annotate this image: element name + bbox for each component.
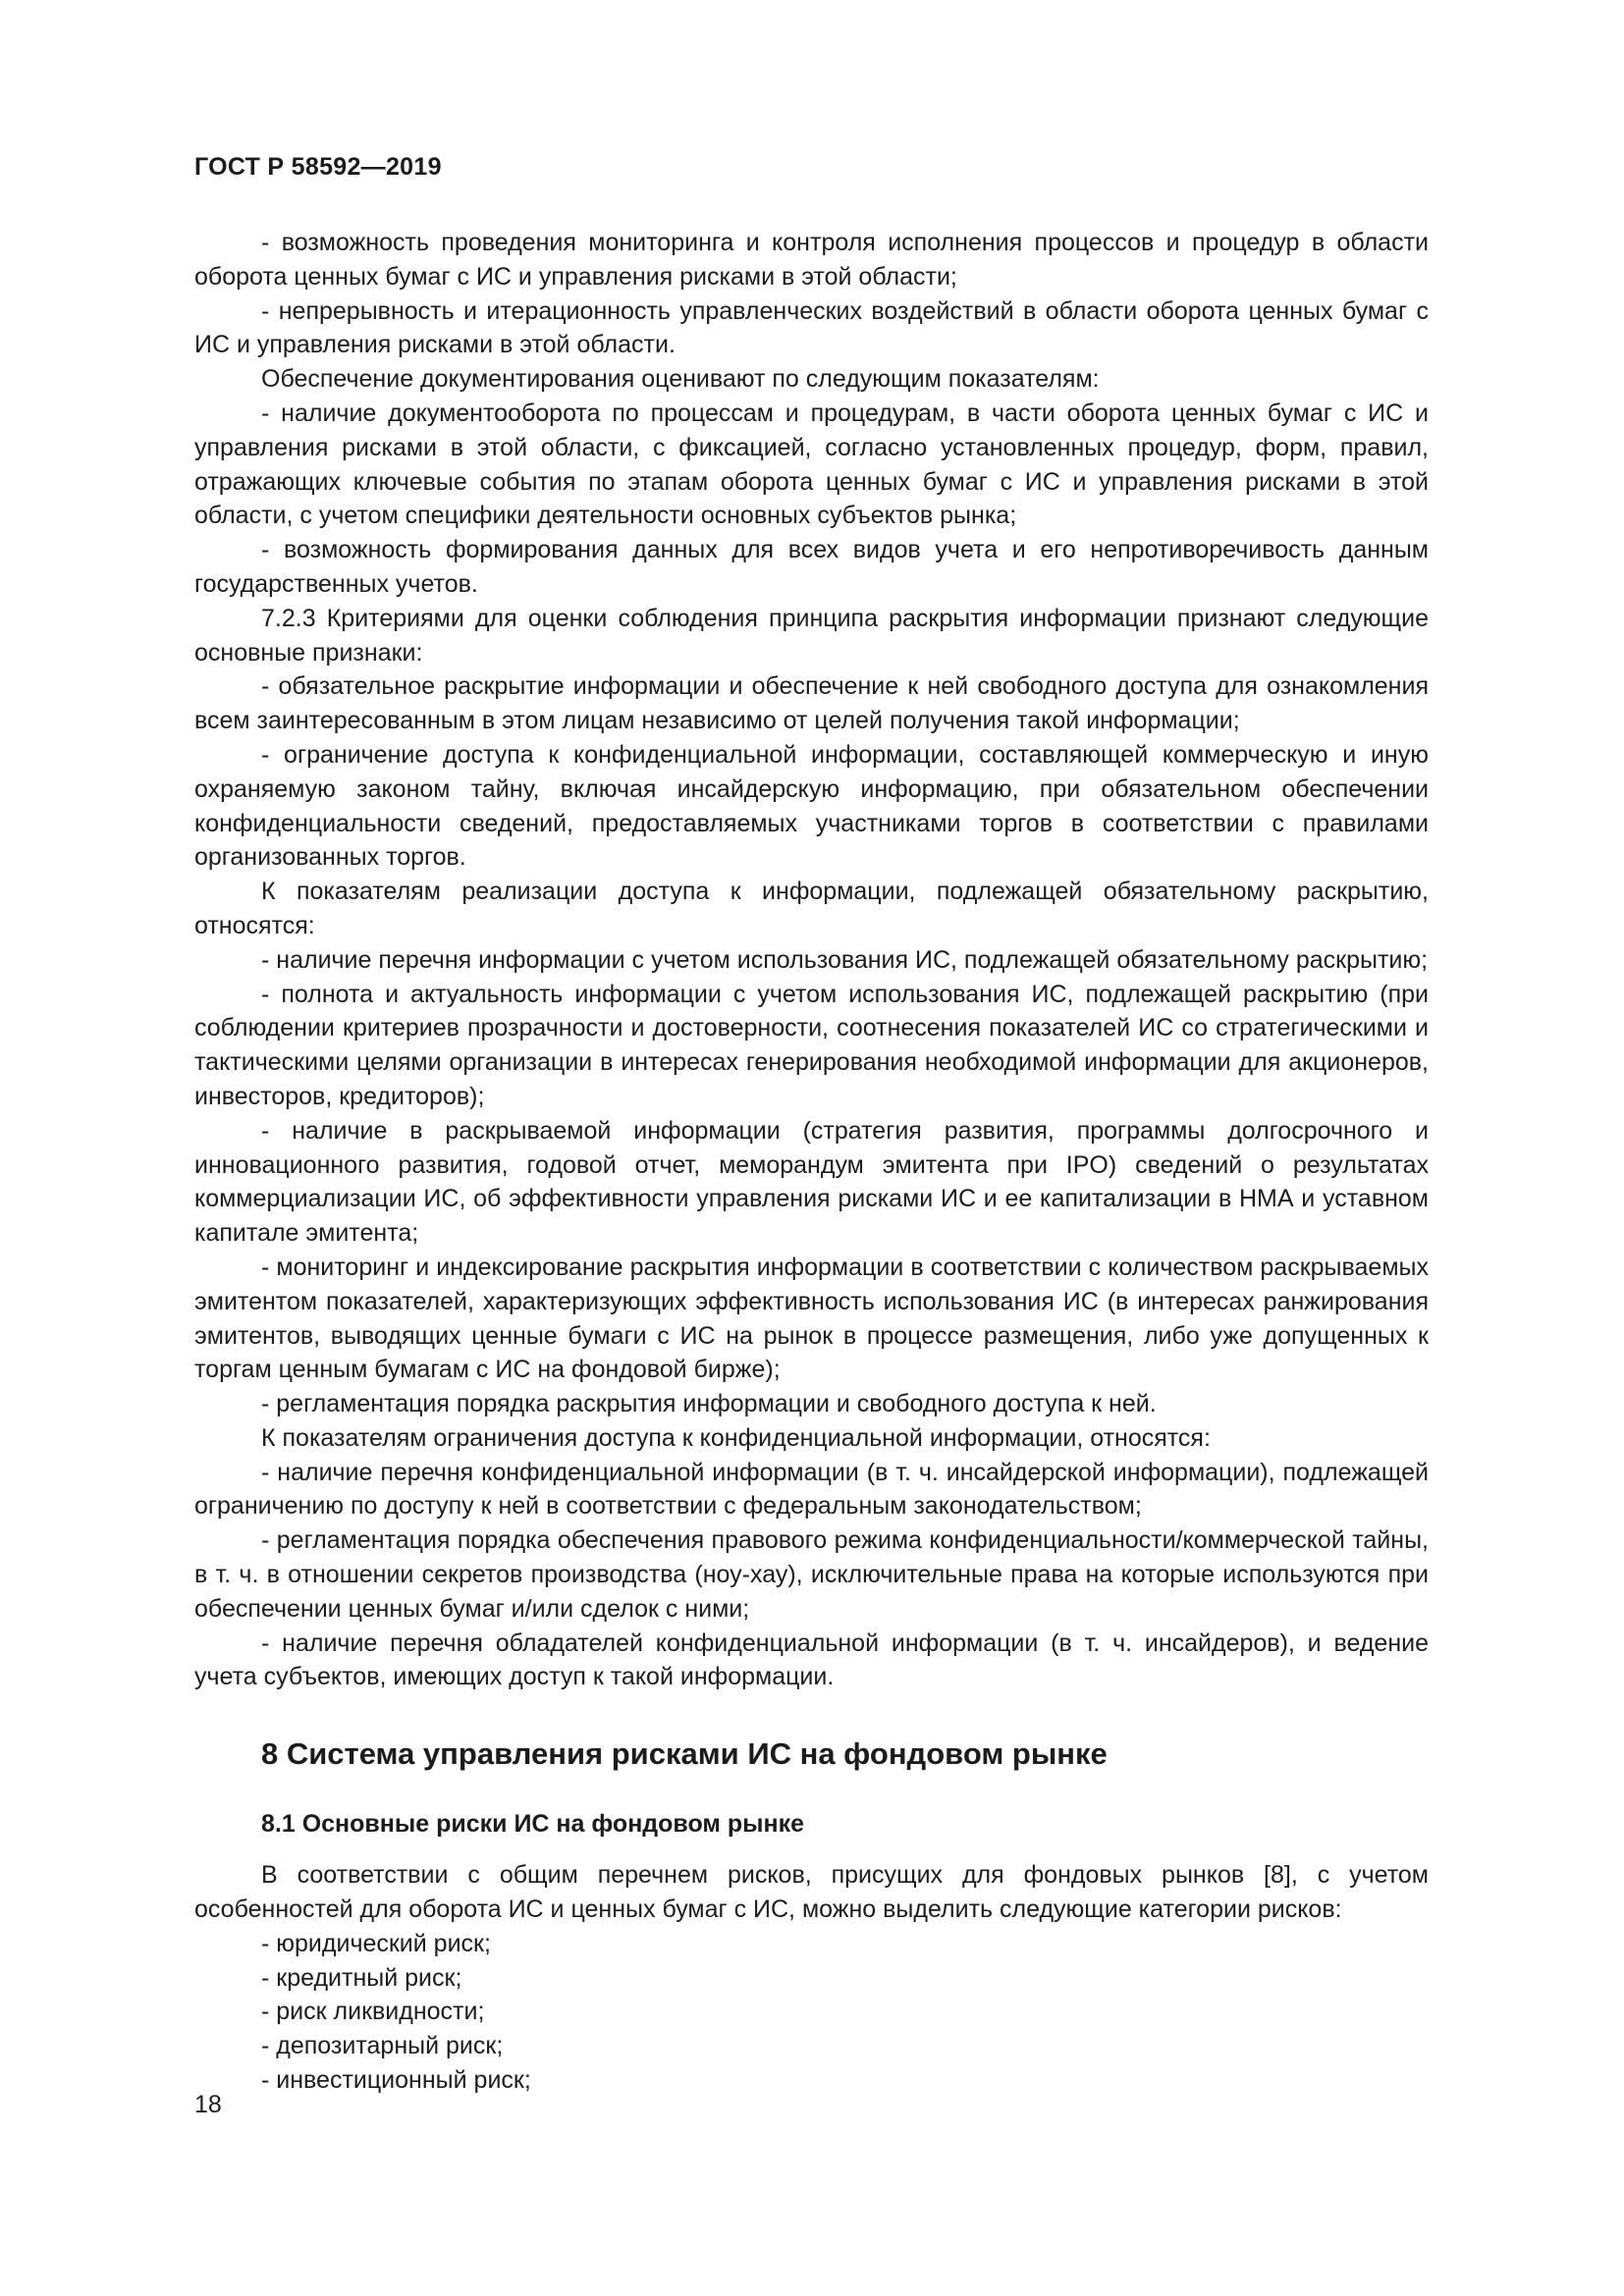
paragraph: - возможность формирования данных для всех видов учета и его непротиворечивость данным государственных учетов. <box>194 536 1429 598</box>
paragraph: - полнота и актуальность информации с учетом использования ИС, подлежащей раскрытию (при соблюдении критериев прозрачности и достоверности, соотнесения показателей ИС со стратегическими и тактическими целями организации в интересах генерирования необходимой информации для акционеров, инвесторов, кредиторов); <box>194 980 1429 1110</box>
paragraph: - регламентация порядка обеспечения правового режима конфиденциальности/коммерческой тайны, в т. ч. в отношении секретов производства (ноу-хау), исключительные права на которые используются при обеспечении ценных бумаг и/или сделок с ними; <box>194 1526 1429 1623</box>
paragraph: 7.2.3 Критериями для оценки соблюдения принципа раскрытия информации признают следующие основные признаки: <box>194 604 1429 667</box>
subsection-heading: 8.1 Основные риски ИС на фондовом рынке <box>261 1810 804 1839</box>
list-item: - юридический риск; <box>261 1929 491 1957</box>
paragraph: Обеспечение документирования оценивают по следующим показателям: <box>261 365 1100 394</box>
paragraph: - регламентация порядка раскрытия информации и свободного доступа к ней. <box>261 1390 1157 1418</box>
list-item: - кредитный риск; <box>261 1963 462 1992</box>
paragraph: - непрерывность и итерационность управленческих воздействий в области оборота ценных бумаг с ИС и управления рисками в этой области. <box>194 296 1429 359</box>
document-body <box>194 226 1429 2098</box>
paragraph: - обязательное раскрытие информации и обеспечение к ней свободного доступа для ознакомления всем заинтересованным в этом лицам независимо от целей получения такой информации; <box>194 672 1429 735</box>
section-heading: 8 Система управления рисками ИС на фондовом рынке <box>261 1736 1108 1772</box>
paragraph: К показателям реализации доступа к информации, подлежащей обязательному раскрытию, относятся: <box>194 878 1429 939</box>
paragraph: В соответствии с общим перечнем рисков, присущих для фондовых рынков [8], с учетом особенностей для оборота ИС и ценных бумаг с ИС, можно выделить следующие категории рисков: <box>194 1861 1429 1924</box>
list-item: - депозитарный риск; <box>261 2032 504 2060</box>
paragraph: К показателям ограничения доступа к конфиденциальной информации, относятся: <box>261 1423 1211 1452</box>
paragraph: - наличие в раскрываемой информации (стратегия развития, программы долгосрочного и инновационного развития, годовой отчет, меморандум эмитента при IPO) сведений о результатах коммерциализации ИС, об эффективности управления рисками ИС и ее капитализации в НМА и уставном капитале эмитента; <box>194 1116 1429 1248</box>
list-item: - риск ликвидности; <box>261 1998 485 2026</box>
paragraph: - возможность проведения мониторинга и контроля исполнения процессов и процедур в области оборота ценных бумаг с ИС и управления рисками в этой области; <box>194 229 1429 291</box>
paragraph: - наличие перечня обладателей конфиденциальной информации (в т. ч. инсайдеров), и ведение учета субъектов, имеющих доступ к такой информации. <box>194 1629 1429 1691</box>
paragraph: - наличие документооборота по процессам и процедурам, в части оборота ценных бумаг с ИС и управления рисками в этой области, с фиксацией, согласно установленных процедур, форм, правил, отражающих ключевые события по этапам оборота ценных бумаг с ИС и управления рисками в этой области, с учетом специфики деятельности основных субъектов рынка; <box>194 399 1429 530</box>
page-number: 18 <box>194 2091 222 2118</box>
paragraph: - ограничение доступа к конфиденциальной информации, составляющей коммерческую и иную охраняемую законом тайну, включая инсайдерскую информацию, при обязательном обеспечении конфиденциальности сведений, предоставляемых участниками торгов в соответствии с правилами организованных торгов. <box>194 740 1429 872</box>
paragraph: - мониторинг и индексирование раскрытия информации в соответствии с количеством раскрываемых эмитентом показателей, характеризующих эффективность использования ИС (в интересах ранжирования эмитентов, выводящих ценные бумаги с ИС на рынок в процессе размещения, либо уже допущенных к торгам ценным бумагам с ИС на фондовой бирже); <box>194 1253 1429 1384</box>
document-code-header: ГОСТ Р 58592—2019 <box>194 153 442 181</box>
paragraph: - наличие перечня информации с учетом использования ИС, подлежащей обязательному раскрытию; <box>261 945 1429 974</box>
paragraph: - наличие перечня конфиденциальной информации (в т. ч. инсайдерской информации), подлежащей ограничению по доступу к ней в соответствии с федеральным законодательством; <box>194 1458 1429 1521</box>
list-item: - инвестиционный риск; <box>261 2066 531 2095</box>
